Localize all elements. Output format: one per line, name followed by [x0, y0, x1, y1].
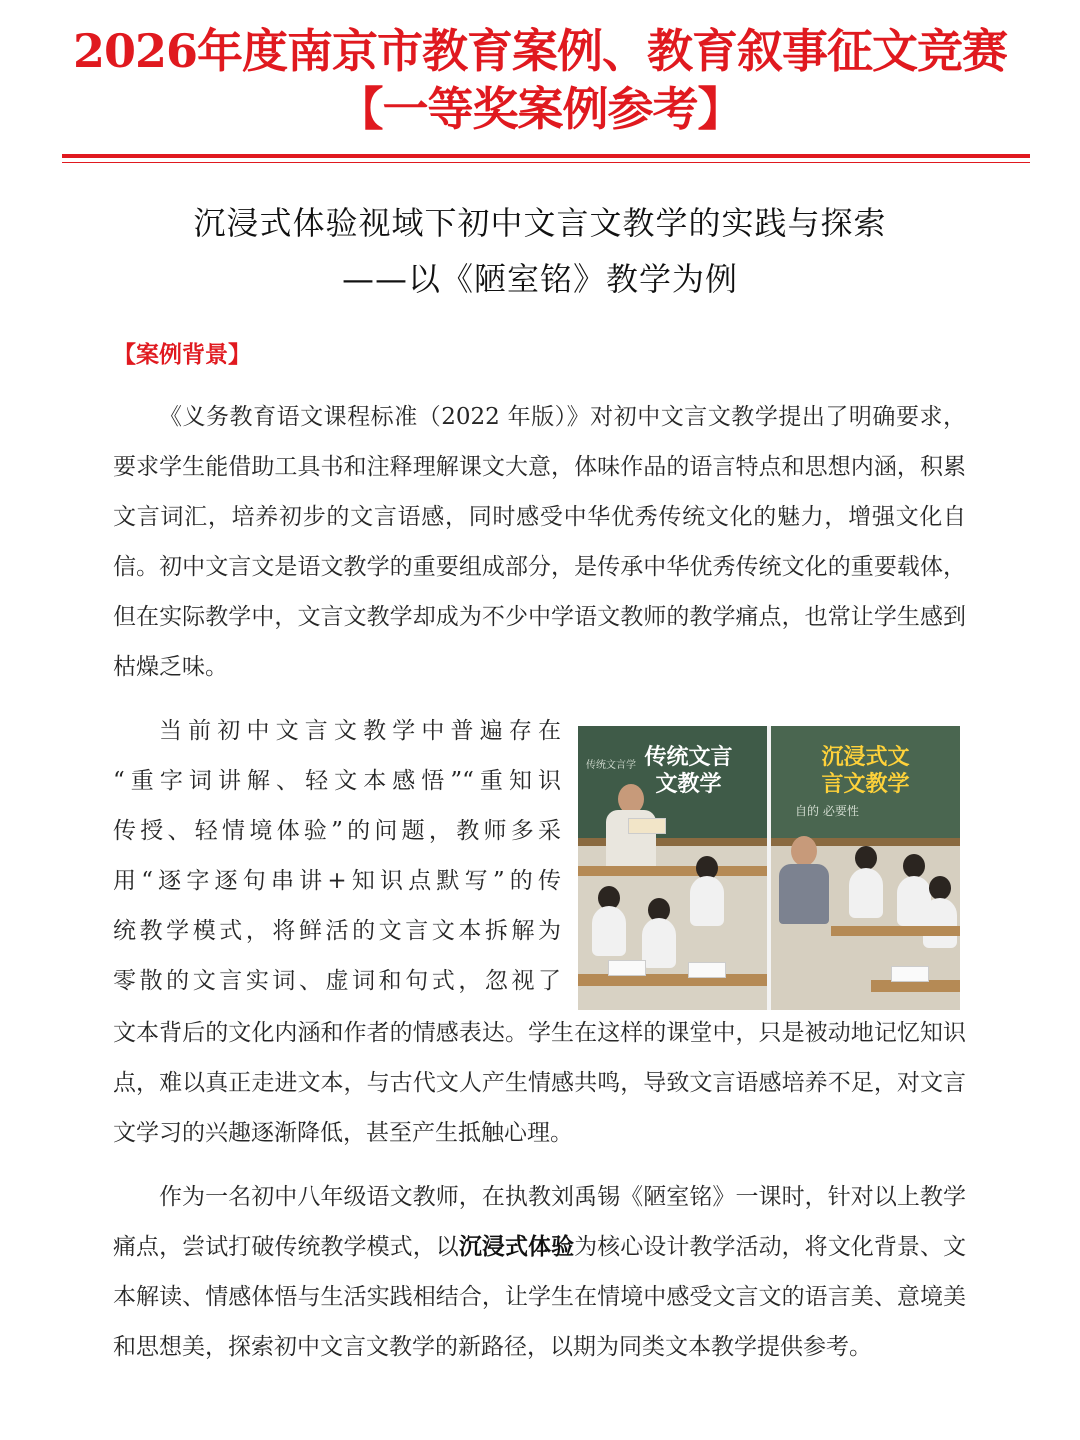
article-title: 沉浸式体验视域下初中文言文教学的实践与探索: [193, 204, 887, 242]
teacher-figure-body: [779, 864, 829, 924]
label-line: 传统文言: [644, 745, 733, 770]
header-divider-thick: [62, 154, 1030, 158]
student-figure: [855, 846, 877, 870]
classroom-comparison-photo: [578, 726, 960, 1010]
desk: [831, 926, 960, 936]
paragraph-2-line: 传授、轻情境体验”的问题，教师多采: [113, 818, 561, 844]
label-line: 文教学: [655, 772, 722, 797]
paragraph-2-line: 当前初中文言文教学中普遍存在: [159, 718, 561, 744]
paragraph-2-continued: 文本背后的文化内涵和作者的情感表达。学生在这样的课堂中，只是被动地记忆知识点，难以真正走进文本，与古代文人产生情感共鸣，导致文言语感培养不足，对文言文学习的兴趣逐渐降低，甚至产生抵触心理。: [113, 1020, 966, 1146]
competition-header: [0, 22, 1080, 138]
chalk-writing: 传统文言学: [586, 760, 636, 771]
book-icon: [608, 960, 646, 976]
header-divider-thin: [62, 162, 1030, 163]
paragraph-2-line: “重字词讲解、轻文本感悟”“重知识: [113, 768, 561, 794]
paragraph-2-line: 统教学模式，将鲜活的文言文本拆解为: [113, 918, 561, 944]
section-label-background: 【案例背景】: [113, 342, 251, 368]
student-figure-body: [923, 898, 957, 948]
student-figure-body: [592, 906, 626, 956]
chalk-writing: 自的 必要性: [795, 804, 859, 818]
label-line: 沉浸式文: [821, 745, 910, 770]
paragraph-2-line: 零散的文言实词、虚词和句式，忽视了: [113, 968, 561, 994]
paragraph-1: 《义务教育语文课程标准（2022 年版）》对初中文言文教学提出了明确要求，要求学生能借助工具书和注释理解课文大意，体味作品的语言特点和思想内涵，积累文言词汇，培养初步的文言语感，同时感受中华优秀传统文化的魅力，增强文化自信。初中文言文是语文教学的重要组成部分，是传承中华优秀传统文化的重要载体，但在实际教学中，文言文教学却成为不少中学语文教师的教学痛点，也常让学生感到枯燥乏味。: [113, 404, 966, 680]
paragraph-2-line: 用“逐字逐句串讲+知识点默写”的传: [113, 868, 561, 894]
immersive-classroom-image: [771, 726, 960, 1010]
student-figure-body: [642, 918, 676, 968]
article-subtitle: ——以《陋室铭》教学为例: [341, 260, 738, 298]
paragraph-3: [113, 1172, 966, 1372]
student-figure-body: [849, 868, 883, 918]
book-icon: [628, 818, 666, 834]
paragraph-3-text-start: 作为一名初中八年级语文教师，在执教刘禹锡《陋室铭》一课时，针对以上教学痛点，尝试打破传统教学模式，以: [113, 1184, 966, 1260]
teacher-figure: [791, 836, 817, 866]
competition-title: 2026年度南京市教育案例、教育叙事征文竞赛: [72, 24, 1008, 78]
immersive-teaching-label: [771, 744, 960, 798]
article-heading: [0, 195, 1080, 307]
paragraph-3-text-end: 为核心设计教学活动，将文化背景、文本解读、情感体悟与生活实践相结合，让学生在情境中感受文言文的语言美、意境美和思想美，探索初中文言文教学的新路径，以期为同类文本教学提供参考。: [113, 1234, 967, 1360]
award-tag: 【一等奖案例参考】: [337, 82, 743, 136]
desk: [578, 974, 767, 986]
traditional-classroom-image: [578, 726, 767, 1010]
keyword-immersive-experience: 沉浸式体验: [458, 1233, 575, 1260]
desk: [578, 866, 767, 876]
student-figure: [903, 854, 925, 878]
student-figure: [929, 876, 951, 900]
book-icon: [688, 962, 726, 978]
label-line: 言文教学: [821, 772, 910, 797]
book-icon: [891, 966, 929, 982]
student-figure-body: [690, 876, 724, 926]
